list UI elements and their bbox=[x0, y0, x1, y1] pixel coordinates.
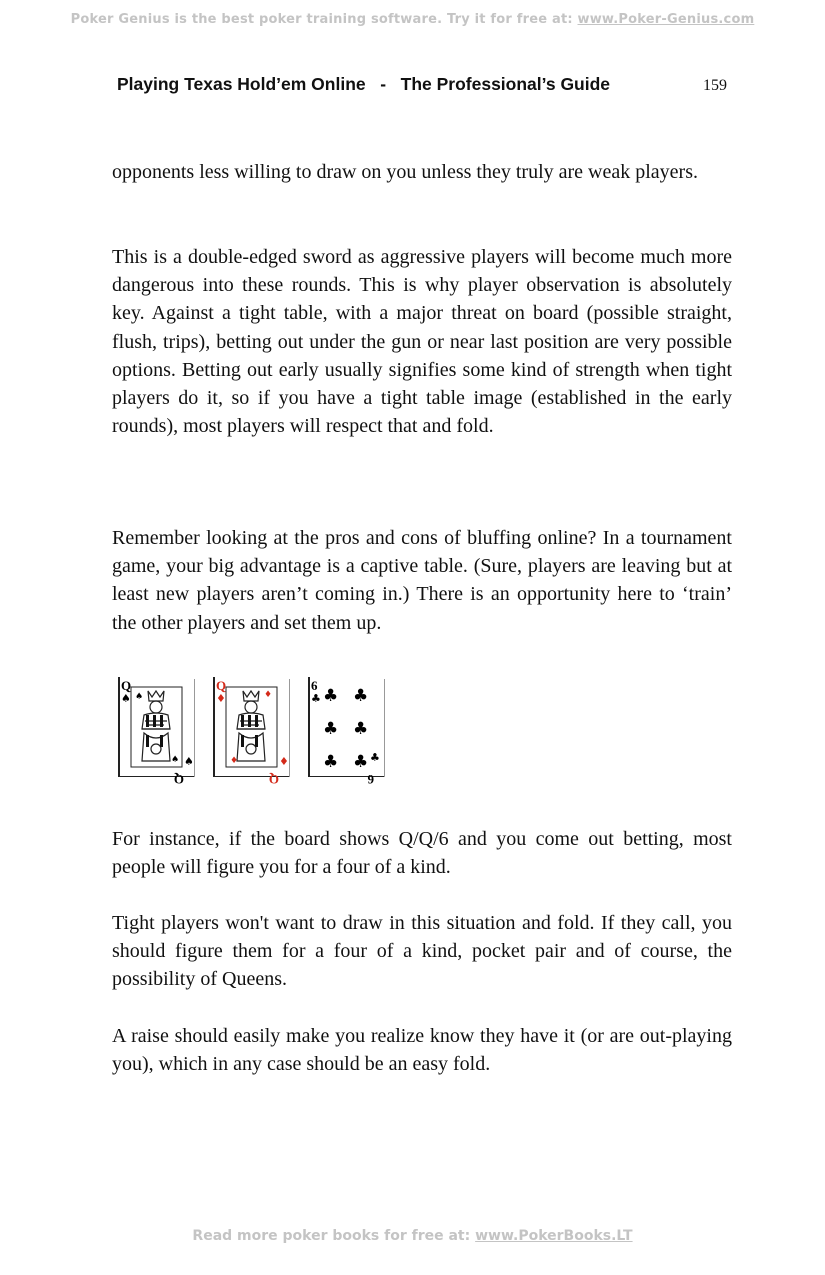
svg-text:♣: ♣ bbox=[323, 752, 339, 772]
svg-text:♠: ♠ bbox=[135, 692, 144, 702]
card-rank: Q bbox=[121, 678, 132, 693]
svg-text:Q: Q bbox=[268, 772, 279, 787]
body-paragraph-6 bbox=[112, 1022, 732, 1078]
card-queen-of-spades bbox=[118, 677, 195, 787]
body-paragraph-2 bbox=[112, 243, 732, 440]
paragraph-text: For instance, if the board shows Q/Q/6 and you come out betting, most people will figure you for a four of a kind. bbox=[112, 828, 732, 879]
running-header bbox=[117, 74, 727, 98]
card-queen-of-diamonds bbox=[213, 677, 290, 787]
bottom-banner bbox=[0, 1228, 825, 1244]
svg-text:♣: ♣ bbox=[353, 752, 369, 772]
poker-genius-link[interactable]: www.Poker-Genius.com bbox=[577, 12, 755, 27]
svg-text:♣: ♣ bbox=[370, 751, 380, 764]
card-rank: Q bbox=[216, 678, 227, 693]
svg-text:♣: ♣ bbox=[323, 719, 339, 739]
top-banner-text: Poker Genius is the best poker training software. Try it for free at: bbox=[70, 12, 578, 27]
body-paragraph-1 bbox=[112, 158, 732, 186]
paragraph-text: Tight players won't want to draw in this situation and fold. If they call, you should figure them for a four of a kind, pocket pair and of course, the possibility of Queens. bbox=[112, 912, 732, 991]
paragraph-text: A raise should easily make you realize know they have it (or are out-playing you), which in any case should be an easy fold. bbox=[112, 1025, 732, 1076]
spade-icon: ♠ bbox=[121, 692, 131, 705]
svg-text:6: 6 bbox=[367, 772, 374, 787]
top-banner bbox=[0, 12, 825, 27]
body-paragraph-4 bbox=[112, 825, 732, 881]
pokerbooks-link[interactable]: www.PokerBooks.LT bbox=[475, 1228, 633, 1244]
page-number: 159 bbox=[703, 77, 727, 94]
paragraph-text: Remember looking at the pros and cons of bluffing online? In a tournament game, your big advantage is a captive table. (Sure, players are leaving but at least new players aren’t coming in.) There is an opportunity here to ‘train’ the other players and set them up. bbox=[112, 527, 732, 634]
body-paragraph-3 bbox=[112, 524, 732, 637]
club-icon: ♣ bbox=[311, 692, 321, 705]
svg-text:♣: ♣ bbox=[353, 686, 369, 706]
svg-text:♣: ♣ bbox=[353, 719, 369, 739]
svg-text:♦: ♦ bbox=[264, 690, 273, 700]
svg-text:♠: ♠ bbox=[184, 755, 194, 768]
bottom-banner-text: Read more poker books for free at: bbox=[192, 1228, 476, 1244]
card-rank: 6 bbox=[311, 678, 318, 693]
svg-text:♦: ♦ bbox=[279, 755, 289, 768]
svg-text:Q: Q bbox=[173, 772, 184, 787]
body-paragraph-5 bbox=[112, 909, 732, 994]
board-cards bbox=[118, 677, 398, 787]
svg-text:♣: ♣ bbox=[323, 686, 339, 706]
header-title: Playing Texas Hold’em Online - The Professional’s Guide bbox=[117, 74, 611, 94]
svg-text:♠: ♠ bbox=[171, 755, 180, 765]
paragraph-text: opponents less willing to draw on you unless they truly are weak players. bbox=[112, 161, 698, 183]
diamond-icon: ♦ bbox=[216, 692, 226, 705]
card-six-of-clubs bbox=[308, 677, 385, 787]
paragraph-text: This is a double-edged sword as aggressive players will become much more dangerous into these rounds. This is why player observation is absolutely key. Against a tight table, with a major threat on board (possible straight, flush, trips), betting out under the gun or near last position are very possible options. Betting out early usually signifies some kind of strength when tight players do it, so if you have a tight table image (established in the early rounds), most players will respect that and fold. bbox=[112, 246, 732, 438]
svg-text:♦: ♦ bbox=[230, 756, 239, 766]
